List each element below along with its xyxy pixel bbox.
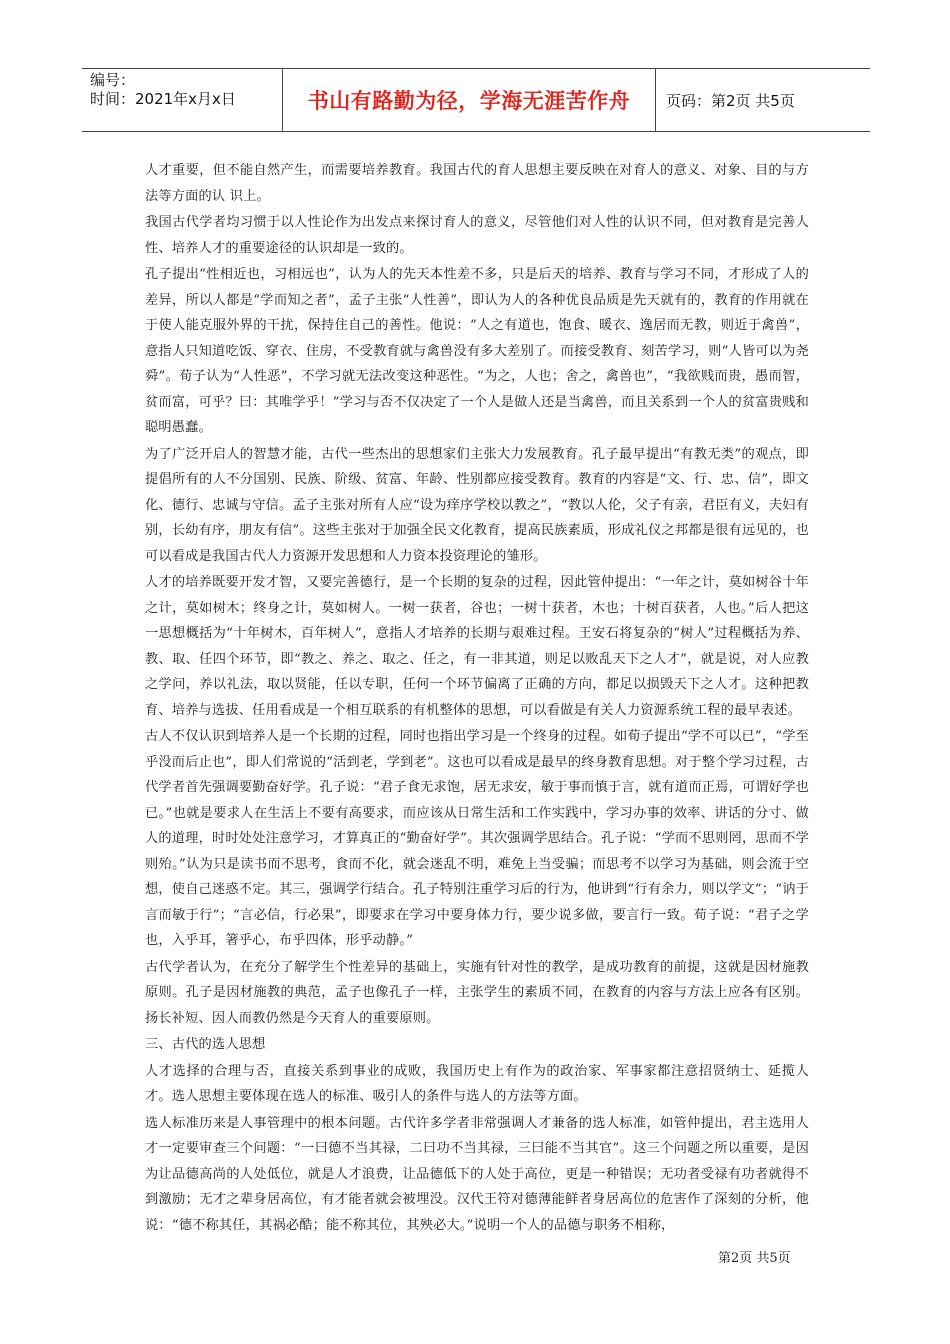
document-number-label: 编号： [90, 71, 136, 89]
footer-page-number: 第2页 共5页 [718, 1251, 791, 1266]
paragraph: 古代学者认为，在充分了解学生个性差异的基础上，实施有针对性的教学，是成功教育的前提，这就是因材施教原则。孔子是因材施教的典范，孟子也像孔子一样，主张学生的素质不同，在教育的内容与方法上应各有区别。扬长补短、因人而教仍然是今天育人的重要原则。 [145, 959, 809, 1026]
document-time-label: 时间：2021年x月x日 [90, 90, 236, 108]
paragraph: 孔子提出“性相近也，习相远也”，认为人的先天本性差不多，只是后天的培养、教育与学习不同，才形成了人的差异，所以人都是“学而知之者”，孟子主张“人性善”，即认为人的各种优良品质是先天就有的，教育的作用就在于使人能克服外界的干扰，保持住自己的善性。他说：“人之有道也，饱食、暖衣、逸居而无教，则近于禽兽”，意指人只知道吃饭、穿衣、住房，不受教育就与禽兽没有多大差别了。而接受教育、刻苦学习，则“人皆可以为尧舜”。荀子认为“人性恶”，不学习就无法改变这种恶性。“为之，人也；舍之，禽兽也”，“我欲贱而贵，愚而智，贫而富，可乎？曰：其唯学乎！”学习与否不仅决定了一个人是做人还是当禽兽，而且关系到一个人的贫富贵贱和聪明愚蠢。 [145, 267, 809, 435]
header-page-number: 页码：第2页 共5页 [666, 91, 795, 110]
paragraph: 人才选择的合理与否，直接关系到事业的成败，我国历史上有作为的政治家、军事家都注意招贤纳士、延揽人才。选人思想主要体现在选人的标准、吸引人的条件与选人的方法等方面。 [145, 1063, 809, 1104]
paragraph: 古人不仅认识到培养人是一个长期的过程，同时也指出学习是一个终身的过程。如荀子提出“学不可以已”，“学至乎没而后止也”，即人们常说的“活到老，学到老”。这也可以看成是最早的终身教育思想。对于整个学习过程，古代学者首先强调要勤奋好学。孔子说：“君子食无求饱，居无求安，敏于事而慎于言，就有道而正焉，可谓好学也已。”也就是要求人在生活上不要有高要求，而应该从日常生活和工作实践中，学习办事的效率、讲话的分寸、做人的道理，时时处处注意学习，才算真正的“勤奋好学”。其次强调学思结合。孔子说：“学而不思则罔，思而不学则殆。”认为只是读书而不思考，食而不化，就会迷乱不明，难免上当受骗；而思考不以学习为基础，则会流于空想，使自己迷惑不定。其三，强调学行结合。孔子特别注重学习后的行为，他讲到“行有余力，则以学文”；“讷于言而敏于行”；“言必信，行必果”，即要求在学习中要身体力行，要少说多做，要言行一致。荀子说：“君子之学也，入乎耳，箸乎心，布乎四体，形乎动静。” [145, 729, 809, 948]
header-motto: 书山有路勤为径，学海无涯苦作舟 [307, 89, 631, 113]
header-motto-cell [282, 69, 656, 131]
section-heading: 三、古代的选人思想 [145, 1037, 266, 1052]
page-footer [718, 1247, 791, 1266]
paragraph: 选人标准历来是人事管理中的根本问题。古代许多学者非常强调人才兼备的选人标准，如管仲提出，君主选用人才一定要审查三个问题：“一曰德不当其禄，二曰功不当其禄，三曰能不当其官”。这三个问题之所以重要，是因为让品德高尚的人处低位，就是人才浪费，让品德低下的人处于高位，更是一种错误；无功者受禄有功者就得不到激励；无才之辈身居高位，有才能者就会被埋没。汉代王符对德薄能鲜者身居高位的危害作了深刻的分析，他说：“德不称其任，其祸必酷；能不称其位，其殃必大。”说明一个人的品德与职务不相称， [145, 1115, 809, 1233]
paragraph: 人才的培养既要开发才智，又要完善德行，是一个长期的复杂的过程，因此管仲提出：“一年之计，莫如树谷十年之计，莫如树木；终身之计，莫如树人。一树一获者，谷也；一树十获者，木也；十树百获者，人也。”后人把这一思想概括为“十年树木，百年树人”，意指人才培养的长期与艰难过程。王安石将复杂的“树人”过程概括为养、教、取、任四个环节，即“教之、养之、取之、任之，有一非其道，则足以败乱天下之人才”，就是说，对人应教之学问，养以礼法，取以贤能，任以专职，任何一个环节偏离了正确的方向，都足以损毁天下之人才。这种把教育、培养与选拔、任用看成是一个相互联系的有机整体的思想，可以看做是有关人力资源系统工程的最早表述。 [145, 575, 809, 718]
page-header [82, 68, 870, 132]
paragraph: 我国古代学者均习惯于以人性论作为出发点来探讨育人的意义，尽管他们对人性的认识不同，但对教育是完善人性、培养人才的重要途径的认识却是一致的。 [145, 215, 809, 256]
header-page-cell [656, 69, 870, 131]
header-meta [82, 69, 282, 131]
paragraph: 为了广泛开启人的智慧才能，古代一些杰出的思想家们主张大力发展教育。孔子最早提出“有教无类”的观点，即提倡所有的人不分国别、民族、阶级、贫富、年龄、性别都应接受教育。教育的内容是“文、行、忠、信”，即文化、德行、忠诚与守信。孟子主张对所有人应“设为痒序学校以教之”，“教以人伦，父子有亲，君臣有义，夫妇有别，长幼有序，朋友有信”。这些主张对于加强全民文化教育，提高民族素质，形成礼仪之邦都是很有远见的，也可以看成是我国古代人力资源开发思想和人力资本投资理论的雏形。 [145, 446, 809, 564]
paragraph: 人才重要，但不能自然产生，而需要培养教育。我国古代的育人思想主要反映在对育人的意义、对象、目的与方法等方面的认 识上。 [145, 163, 809, 204]
document-body [145, 158, 809, 1239]
